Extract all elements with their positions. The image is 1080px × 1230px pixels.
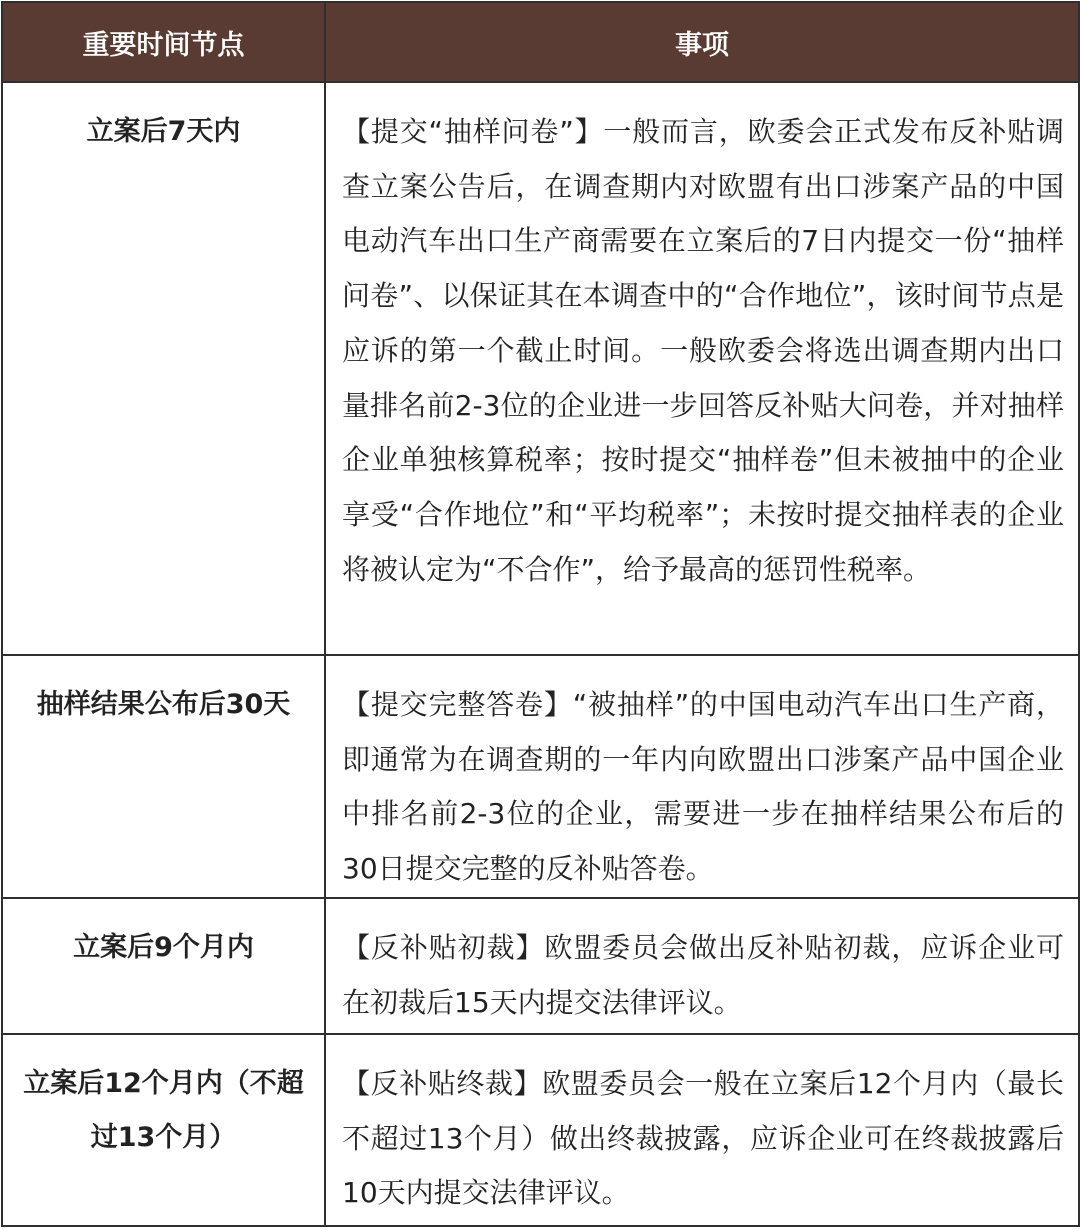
header-row (2, 2, 1079, 82)
time-node-cell: 立案后7天内 (2, 82, 325, 655)
table-body (2, 82, 1079, 1226)
header-matter: 事项 (325, 2, 1079, 82)
table-row (2, 82, 1079, 655)
table-row (2, 655, 1079, 898)
matter-cell: 【反补贴初裁】欧盟委员会做出反补贴初裁，应诉企业可在初裁后15天内提交法律评议。 (325, 898, 1079, 1034)
time-node-cell: 抽样结果公布后30天 (2, 655, 325, 898)
time-node-cell: 立案后12个月内（不超过13个月） (2, 1034, 325, 1226)
time-node-cell: 立案后9个月内 (2, 898, 325, 1034)
header-time-node: 重要时间节点 (2, 2, 325, 82)
matter-cell: 【提交完整答卷】“被抽样”的中国电动汽车出口生产商，即通常为在调查期的一年内向欧盟出口涉案产品中国企业中排名前2-3位的企业，需要进一步在抽样结果公布后的30日提交完整的反补贴答卷。 (325, 655, 1079, 898)
matter-cell: 【反补贴终裁】欧盟委员会一般在立案后12个月内（最长不超过13个月）做出终裁披露，应诉企业可在终裁披露后10天内提交法律评议。 (325, 1034, 1079, 1226)
table-header (2, 2, 1079, 82)
table-row (2, 1034, 1079, 1226)
table-row (2, 898, 1079, 1034)
timeline-table (1, 1, 1080, 1227)
matter-cell: 【提交“抽样问卷”】一般而言，欧委会正式发布反补贴调查立案公告后，在调查期内对欧盟有出口涉案产品的中国电动汽车出口生产商需要在立案后的7日内提交一份“抽样问卷”、以保证其在本调查中的“合作地位”，该时间节点是应诉的第一个截止时间。一般欧委会将选出调查期内出口量排名前2-3位的企业进一步回答反补贴大问卷，并对抽样企业单独核算税率；按时提交“抽样卷”但未被抽中的企业享受“合作地位”和“平均税率”；未按时提交抽样表的企业将被认定为“不合作”，给予最高的惩罚性税率。 (325, 82, 1079, 655)
